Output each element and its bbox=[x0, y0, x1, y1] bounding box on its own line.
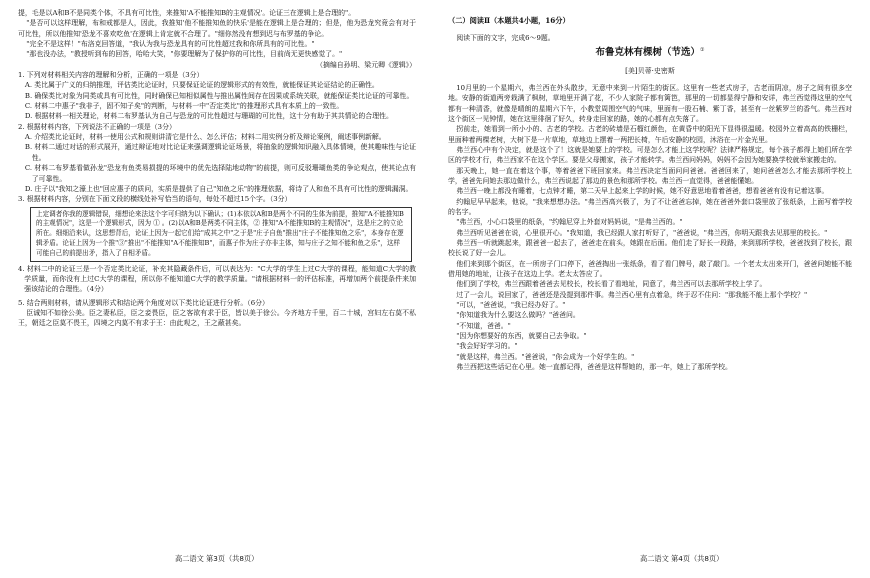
question-5-text: 臣诚知不如徐公美。臣之妻私臣，臣之妾畏臣，臣之客欲有求于臣，皆以美于徐公。今齐地方千里，百二十城，宫妇左右莫不私王，朝廷之臣莫不畏王，四境之内莫不有求于王：由此观之，王之蔽甚矣。 bbox=[18, 308, 416, 328]
question-1: 1. 下列对材料相关内容的理解和分析，正确的一项是（3分） bbox=[18, 71, 204, 80]
story-paragraph: "不知道，爸爸。" bbox=[456, 321, 511, 330]
left-column bbox=[18, 8, 416, 548]
right-column bbox=[448, 8, 852, 548]
story-paragraph: 他们来到那个街区，在一所房子门口停下，爸爸掏出一张纸条，看了看门牌号，敲了敲门。一个老太太出来开门，爸爸问她能不能借用她的地址，让孩子在这边上学。老太太答应了。 bbox=[448, 259, 852, 279]
story-paragraph: "就是这样，弗兰西。"爸爸说，"你会成为一个好学生的。" bbox=[456, 352, 635, 361]
question-1-option-a: A. 类比属于广义的归纳推理，评估类比论证时，只要保证论证的逻辑形式的有效性，就能保证其论证结论的正确性。 bbox=[24, 81, 379, 90]
story-paragraph: 弗兰西一晚上都没有睡着，七点钟才睡，第二天早上起来上学的时候，她不好意思地看着爸爸，想看爸爸有没有记着这事。 bbox=[456, 187, 829, 196]
story-paragraph: 过了一会儿，说回家了，爸爸还是没提到那件事。弗兰西心里有点着急，终于忍不住问："那我能不能上那个学校？" bbox=[456, 290, 808, 299]
story-paragraph: "可以，"爸爸说，"我已经办好了。" bbox=[456, 301, 566, 310]
article-title bbox=[448, 44, 852, 59]
left-continued-paragraph-4: "那也没办法，"教授听到布的回答，哈哈大笑，"你要理解为了保护你的可比性，目前尚无更快感觉了。" bbox=[26, 50, 343, 59]
article-author: [美]贝蒂·史密斯 bbox=[625, 66, 675, 75]
story-paragraph: "我会好好学习的。" bbox=[456, 342, 518, 351]
left-continued-paragraph-3: "完全不是这样！"布洛克回答道，"我认为我与恐龙具有的可比性超过我和你所具有的可比性。" bbox=[26, 40, 315, 49]
question-2-option-c: C. 材料二布罗基看做孙龙"恐龙有鱼类易损提的环境中的优先选择陆地动物"的前提，则可反驳珊瑚鱼类的争论观点，使其论点有了可靠性。 bbox=[24, 164, 416, 183]
question-2-option-b: B. 材料二通过对话的形式展开，通过辩证地对比论证来强调逻辑论证场景，将抽象的逻辑知识融入具体情境，使其趣味性与论证性。 bbox=[24, 143, 416, 162]
question-1-option-c: C. 材料二中惠子"我非子，固不知子矣"的判断，与材料一中"否定类比"的推理形式具有本质上的一致性。 bbox=[24, 102, 344, 111]
page-footer-left: 高二语文 第3页（共8页） bbox=[175, 554, 259, 563]
story-paragraph: "因为你想要好的东西，就要自己去争取。" bbox=[456, 332, 587, 341]
question-3: 3. 根据材料内容，分别在下面文段的横线处补写恰当的语句，每处不超过15个字。（3分） bbox=[18, 195, 292, 204]
section-heading: （二）阅读Ⅱ（本题共4小题，16分） bbox=[448, 16, 570, 26]
question-1-option-d: D. 根据材料一相关理论，材料二布罗基认为自己与恐龙的可比性超过与珊瑚的可比性，这十分有助于其共情论的合理性。 bbox=[24, 112, 393, 121]
question-2-option-d: D. 庄子以"我知之濠上也"回应惠子的质问，实质是提供了自己"知鱼之乐"的推理依据，将诗了人和鱼不具有可比性的逻辑漏洞。 bbox=[24, 184, 413, 193]
story-paragraph: 弗兰西听见爸爸在说，心里很开心。"我知道，我已经跟人家打听好了，"爸爸说，"弗兰西，你明天跟我去见那里的校长。" bbox=[456, 228, 828, 237]
story-paragraph: 他们到了学校，弗兰西跟着爸爸去见校长，校长看了看地址，同意了，弗兰西可以去那所学校上学了。 bbox=[456, 280, 767, 289]
story-paragraph: 拐前走，她看到一所小小的、古老的学校。古老的砖墙是石榴红颜色，在黄昏中的阳光下显得很温暖。校园外立着高高的铁栅栏，里面种着两棵老树，大树下是一片草地，草地边上摆着一两把长椅，午后安静的校园，沐浴在一片金光里。 bbox=[448, 125, 852, 144]
question-2-option-a: A. 介绍类比论证时，材料一使用公式和规则讲清它是什么、怎么评估；材料二用实例分析及辩论案例，阐述事例新解。 bbox=[24, 133, 386, 142]
story-paragraph: 10月里的一个星期六，弗兰西在外头散步，无意中来到一片陌生的街区。这里有一些老式房子，古老而阴凉，房子之间有很多空地。安静的街道两旁栽满了枫树，草地里开满了花，不少人家院子都有篱笆，那里的一切都显得宁静和安详，弗兰西觉得这里的空气都有一种清香，就像是晴朗的星期六下午，小教堂周围空气的气味，里面有一股石楠、紫丁香，甚至有一丝紫罗兰的香气。弗兰西对这个街区一见钟情，她在这里徘徊了好久，转身走回家的路，她的心都有点失落了。 bbox=[448, 83, 852, 123]
story-paragraph: 那天晚上，她一直在着这个事，等着爸爸下班回家来。弗兰西决定当面问问爸爸。爸爸回来了，她问爸爸怎么才能去那所学校上学，爸爸先问她去那边做什么，弗兰西说起了那边的景色和那所学校。弗兰西一直觉得，爸爸能懂她。 bbox=[448, 166, 852, 185]
page-footer-right: 高二语文 第4页（共8页） bbox=[640, 554, 724, 563]
section-instruction: 阅读下面的文字，完成6～9题。 bbox=[456, 34, 555, 43]
story-paragraph: 弗兰西心中有个决定，就是这个了！这就是她要上的学校。可是怎么才能上这学校呢？法律严格规定，每个孩子都得上她们所在学区的学校才行，弗兰西家不在这个学区。要是父母搬家，孩子才能转学。弗兰西问妈妈，妈妈不会因为她要换学校就举家搬走的。 bbox=[448, 145, 852, 165]
question-5: 5. 结合两则材料，请从逻辑形式和结论两个角度对以下类比论证进行分析。（6分） bbox=[18, 298, 269, 307]
footnote-marker: ① bbox=[700, 46, 705, 53]
story-paragraph: 弗兰西把这些话记在心里。她一直都记得，爸爸是这样帮她的，那一年，她上了那所学校。 bbox=[456, 363, 732, 372]
question-4: 4. 材料二中的论证三是一个否定类比论证，补充其隐藏条件后，可以表达为："C大学的学生上过C大学的课程，能知道C大学的教学质量，而你没有上过C大学的课程，所以你不能知道C大学的教学质量。"请根据材料一的评估标准，再增加两个前提条件来加强该结论的合理性。（4分） bbox=[18, 264, 416, 294]
left-continued-paragraph-2: "是否可以这样理解，布和戒都是人，因此，我推知'他不能推知鱼的快乐'是能在逻辑上是合理的；但是，他为恐龙究竟会有对于可比性，所以他推知'恐龙不喜欢吃鱼'在逻辑上肯定就不合理了。"细你然没有想到迟与布罗基的争论。 bbox=[18, 19, 416, 38]
fill-in-passage-box: 上定调者你我的逻辑错误，细想论来法这个字可归纳为以下确认；(1)本依以A和B是两个不同的生体为前提，推知"A不能推知B的主观情况"，这是一个逻辑形式，因为 ① 。(2)以A和B是两类不同主体，② 推知"A不能推知B的主观情况"，这是庄之的立论所在。细细沿来认，这思想背后，论证上因为一起它们给"成其之中"之于是"庄子自鱼"推出"庄子不能推知鱼之乐"，本身存在逻辑矛盾。论证上因为一个推"③"推出"不能推知"A不能推知B"，而惠子作为庄子亦非主体，知与庄子之知不能和鱼之乐"，这样可能自己的前提出矛，指入了自相矛盾。 bbox=[30, 207, 412, 262]
story-paragraph: "你知道我为什么要这么做吗？"爸爸问。 bbox=[456, 311, 580, 320]
question-2: 2. 根据材料内容，下列说法不正确的一项是（3分） bbox=[18, 122, 176, 131]
story-body bbox=[448, 83, 852, 373]
left-continued-paragraph-1: 提，毛是以A和B不是同类个体，不具有可比性，来推知'A不能推知B的主观情况'。论证三在逻辑上是合理的"。 bbox=[18, 9, 356, 17]
question-1-option-b: B. 确保类比对象为同类或具有可比性，同时确保已知相似属性与推出属性间存在因果或系统关联，就能保证类比论证的可靠性。 bbox=[24, 91, 414, 100]
story-paragraph: "弗兰西，小心口袋里的纸条，"约翰尼穿上外套对妈妈说，"是弗兰西的。" bbox=[456, 218, 683, 227]
article-title-text: 布鲁克林有棵树（节选） bbox=[595, 46, 701, 58]
story-paragraph: 弗兰西一听就跳起来，跟爸爸一起去了，爸爸走在前头，她跟在后面。他们走了好长一段路，来到那所学校，爸爸找到了校长，跟校长说了好一会儿。 bbox=[448, 239, 852, 258]
story-paragraph: 约翰尼早早起来，他说，"我来想想办法。"弗兰西高兴极了，为了不让爸爸忘掉，她在爸爸外套口袋里放了张纸条，上面写着学校的名字。 bbox=[448, 197, 852, 216]
source-citation: （摘编自孙明、梁元卿《逻辑》） bbox=[316, 60, 416, 69]
